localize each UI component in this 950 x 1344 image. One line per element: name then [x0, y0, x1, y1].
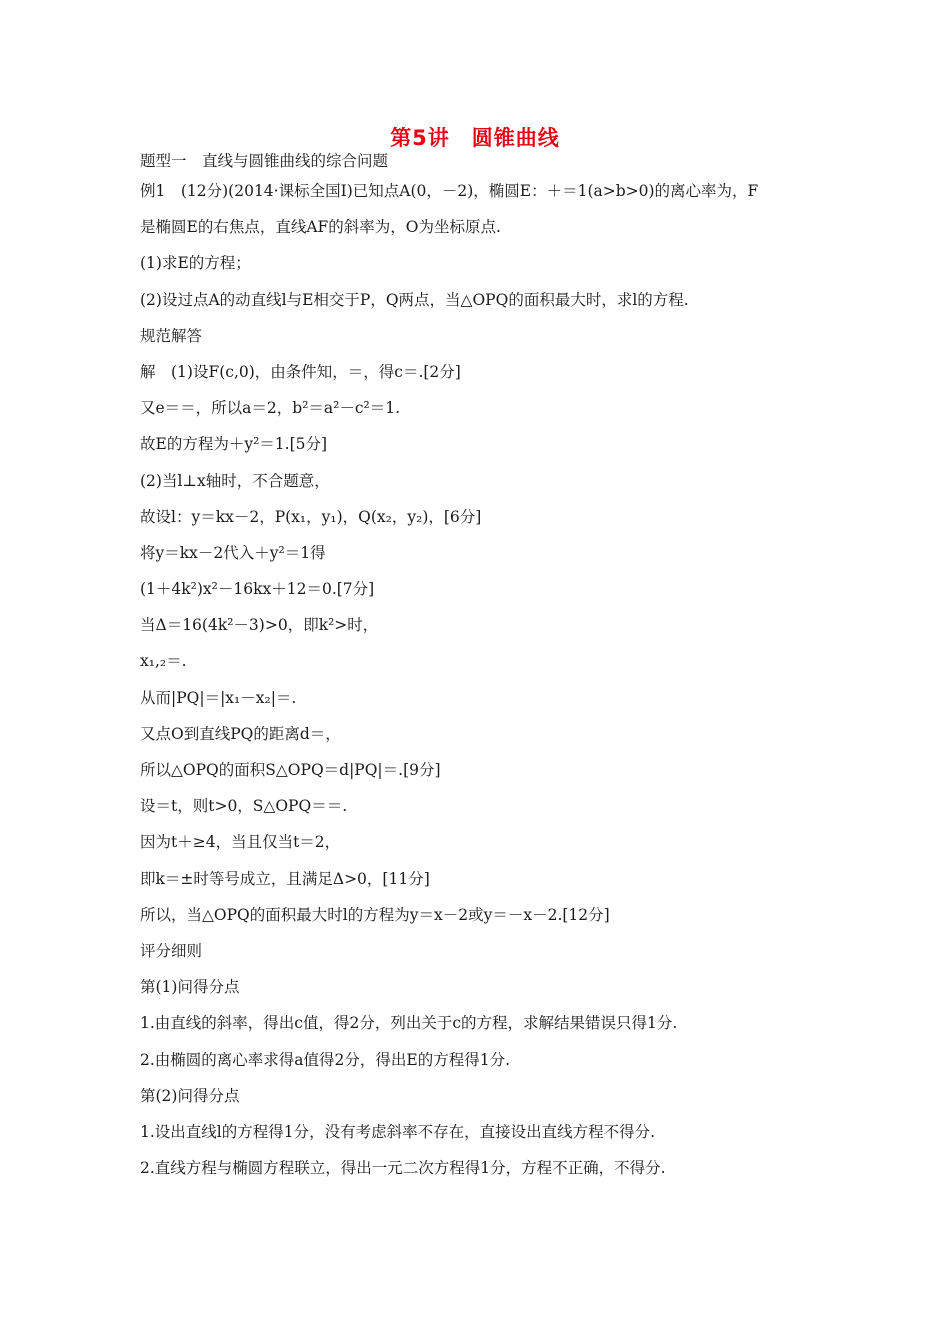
- question-part-2: (2)设过点A的动直线l与E相交于P，Q两点，当△OPQ的面积最大时，求l的方程.: [140, 290, 689, 309]
- solution-heading: 规范解答: [140, 326, 203, 345]
- solution-line: 从而|PQ|＝|x₁－x₂|＝.: [140, 688, 297, 707]
- scoring-item: 2.由椭圆的离心率求得a值得2分，得出E的方程得1分.: [140, 1050, 510, 1069]
- solution-line: 将y＝kx－2代入＋y²＝1得: [140, 543, 326, 562]
- scoring-subheading: 第(1)问得分点: [140, 978, 240, 997]
- page-title: 第5讲 圆锥曲线: [390, 126, 560, 150]
- example-problem-line: 是椭圆E的右焦点，直线AF的斜率为，O为坐标原点.: [140, 218, 501, 237]
- scoring-item: 2.直线方程与椭圆方程联立，得出一元二次方程得1分，方程不正确，不得分.: [140, 1159, 666, 1178]
- document-body: [140, 150, 830, 1193]
- example-problem-line: 例1 (12分)(2014·课标全国Ⅰ)已知点A(0，－2)，椭圆E：＋＝1(a>b>0)的离心率为，F: [140, 182, 759, 200]
- solution-line: 故E的方程为＋y²＝1.[5分]: [140, 435, 328, 454]
- question-part-1: (1)求E的方程；: [140, 254, 251, 273]
- solution-line: x₁,₂＝.: [140, 652, 187, 671]
- solution-line: 故设l：y＝kx－2，P(x₁，y₁)，Q(x₂，y₂)，[6分]: [140, 507, 482, 526]
- solution-line: 设＝t，则t>0，S△OPQ＝＝.: [140, 797, 348, 816]
- scoring-item: 1.由直线的斜率，得出c值，得2分，列出关于c的方程，求解结果错误只得1分.: [140, 1014, 678, 1033]
- solution-line: 当Δ＝16(4k²－3)>0，即k²>时，: [140, 616, 379, 635]
- solution-line: 即k＝±时等号成立，且满足Δ>0，[11分]: [140, 869, 430, 888]
- solution-line: 因为t＋≥4，当且仅当t＝2，: [140, 833, 341, 852]
- scoring-subheading: 第(2)问得分点: [140, 1086, 240, 1105]
- solution-line: (2)当l⊥x轴时，不合题意，: [140, 471, 330, 490]
- scoring-heading: 评分细则: [140, 941, 203, 960]
- solution-line: (1＋4k²)x²－16kx＋12＝0.[7分]: [140, 580, 375, 599]
- scoring-item: 1.设出直线l的方程得1分，没有考虑斜率不存在，直接设出直线方程不得分.: [140, 1122, 656, 1141]
- solution-line: 所以，当△OPQ的面积最大时l的方程为y＝x－2或y＝－x－2.[12分]: [140, 905, 610, 924]
- solution-line: 又点O到直线PQ的距离d＝，: [140, 724, 341, 743]
- solution-line: 解 (1)设F(c,0)，由条件知，＝，得c＝.[2分]: [140, 362, 461, 381]
- solution-line: 又e＝＝，所以a＝2，b²＝a²－c²＝1.: [140, 399, 401, 418]
- section-heading: 题型一 直线与圆锥曲线的综合问题: [140, 152, 389, 170]
- solution-line: 所以△OPQ的面积S△OPQ＝d|PQ|＝.[9分]: [140, 761, 441, 779]
